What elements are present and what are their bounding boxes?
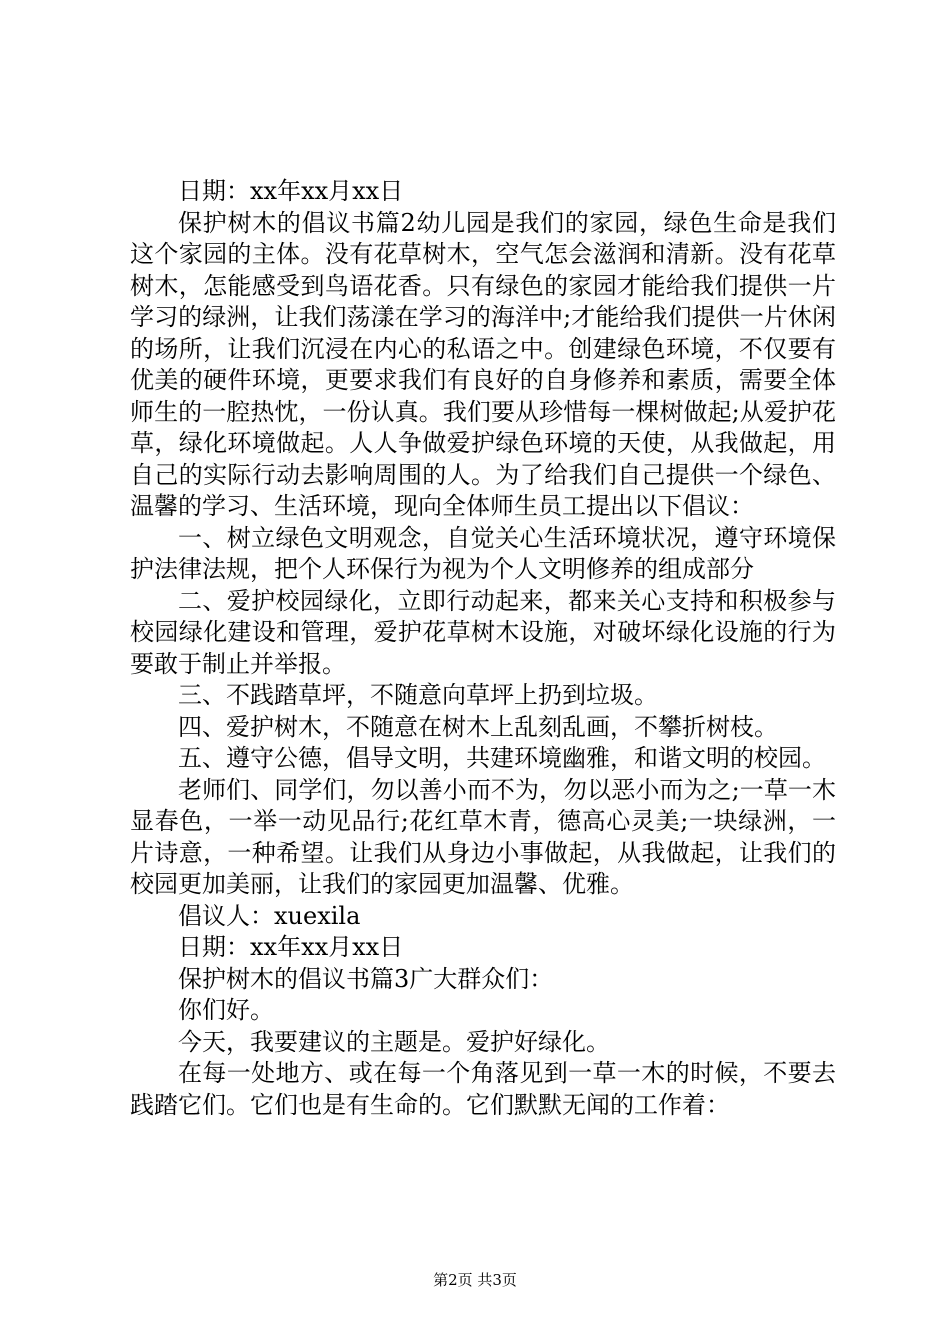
page-footer: 第2页 共3页	[433, 1271, 517, 1289]
paragraph-item-3: 三、不践踏草坪，不随意向草坪上扔到垃圾。	[178, 681, 658, 709]
paragraph-body: 在每一处地方、或在每一个角落见到一草一木的时候，不要去践踏它们。它们也是有生命的。它们默默无闻的工作着：	[130, 1059, 836, 1119]
paragraph-proposal-3-title: 保护树木的倡议书篇3广大群众们：	[178, 964, 554, 993]
paragraph-item-2: 二、爱护校园绿化，立即行动起来，都来关心支持和积极参与校园绿化建设和管理，爱护花草树木设施，对破坏绿化设施的行为要敢于制止并举报。	[130, 586, 836, 678]
paragraph-proposer: 倡议人：xuexila	[178, 901, 361, 930]
paragraph-theme: 今天，我要建议的主题是。爱护好绿化。	[178, 1027, 610, 1056]
paragraph-item-4: 四、爱护树木，不随意在树木上乱刻乱画，不攀折树枝。	[178, 712, 778, 741]
paragraph-date-1: 日期：xx年xx月xx日	[178, 177, 404, 205]
document-body	[130, 176, 836, 1121]
paragraph-item-5: 五、遵守公德，倡导文明，共建环境幽雅，和谐文明的校园。	[178, 744, 826, 772]
paragraph-date-2: 日期：xx年xx月xx日	[178, 933, 404, 961]
paragraph-greeting: 你们好。	[178, 996, 274, 1024]
paragraph-item-1: 一、树立绿色文明观念，自觉关心生活环境状况，遵守环境保护法律法规，把个人环保行为视为个人文明修养的组成部分	[130, 523, 836, 583]
paragraph-appeal: 老师们、同学们，勿以善小而不为，勿以恶小而为之;一草一木显春色，一举一动见品行;花红草木青，德高心灵美;一块绿洲，一片诗意，一种希望。让我们从身边小事做起，从我做起，让我们的校园更加美丽，让我们的家园更加温馨、优雅。	[130, 775, 836, 898]
paragraph-proposal-2-intro: 保护树木的倡议书篇2幼儿园是我们的家园，绿色生命是我们这个家园的主体。没有花草树木，空气怎会滋润和清新。没有花草树木，怎能感受到鸟语花香。只有绿色的家园才能给我们提供一片学习的绿洲，让我们荡漾在学习的海洋中;才能给我们提供一片休闲的场所，让我们沉浸在内心的私语之中。创建绿色环境，不仅要有优美的硬件环境，更要求我们有良好的自身修养和素质，需要全体师生的一腔热忱，一份认真。我们要从珍惜每一棵树做起;从爱护花草，绿化环境做起。人人争做爱护绿色环境的天使，从我做起，用自己的实际行动去影响周围的人。为了给我们自己提供一个绿色、温馨的学习、生活环境，现向全体师生员工提出以下倡议：	[130, 208, 836, 520]
